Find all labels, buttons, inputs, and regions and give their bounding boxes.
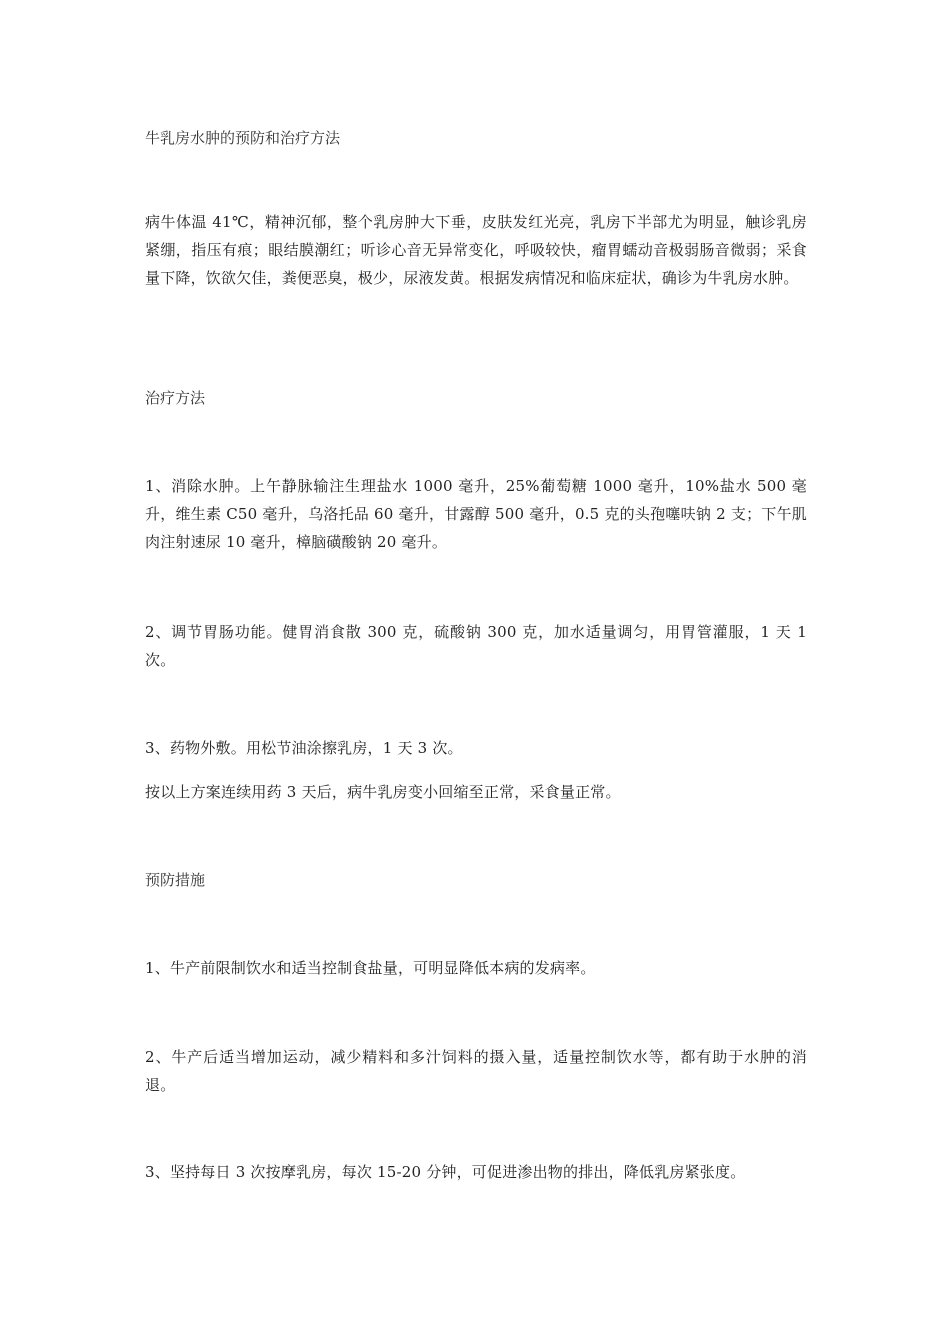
document-title: 牛乳房水肿的预防和治疗方法 (145, 129, 341, 147)
treatment-step-1: 1、消除水肿。上午静脉输注生理盐水 1000 毫升，25%葡萄糖 1000 毫升，10%盐水 500 毫升，维生素 C50 毫升，乌洛托品 60 毫升，甘露醇 500 毫升，0.5 克的头孢噻呋钠 2 支；下午肌肉注射速尿 10 毫升，樟脑磺酸钠 20 毫升。 (145, 477, 807, 551)
prevention-step-3: 3、坚持每日 3 次按摩乳房，每次 15-20 分钟，可促进渗出物的排出，降低乳房紧张度。 (145, 1163, 746, 1181)
prevention-step-2: 2、牛产后适当增加运动，减少精料和多汁饲料的摄入量，适量控制饮水等，都有助于水肿的消退。 (145, 1048, 807, 1094)
treatment-result: 按以上方案连续用药 3 天后，病牛乳房变小回缩至正常，采食量正常。 (145, 783, 621, 801)
prevention-step-1: 1、牛产前限制饮水和适当控制食盐量，可明显降低本病的发病率。 (145, 959, 596, 977)
treatment-step-3: 3、药物外敷。用松节油涂擦乳房，1 天 3 次。 (145, 739, 463, 757)
prevention-heading: 预防措施 (145, 871, 206, 889)
treatment-heading: 治疗方法 (145, 389, 206, 407)
intro-paragraph: 病牛体温 41℃，精神沉郁，整个乳房肿大下垂，皮肤发红光亮，乳房下半部尤为明显，触诊乳房紧绷，指压有痕；眼结膜潮红；听诊心音无异常变化，呼吸较快，瘤胃蠕动音极弱肠音微弱；采食量下降，饮欲欠佳，粪便恶臭，极少，尿液发黄。根据发病情况和临床症状，确诊为牛乳房水肿。 (145, 213, 807, 287)
treatment-step-2: 2、调节胃肠功能。健胃消食散 300 克，硫酸钠 300 克，加水适量调匀，用胃管灌服，1 天 1 次。 (145, 623, 807, 669)
